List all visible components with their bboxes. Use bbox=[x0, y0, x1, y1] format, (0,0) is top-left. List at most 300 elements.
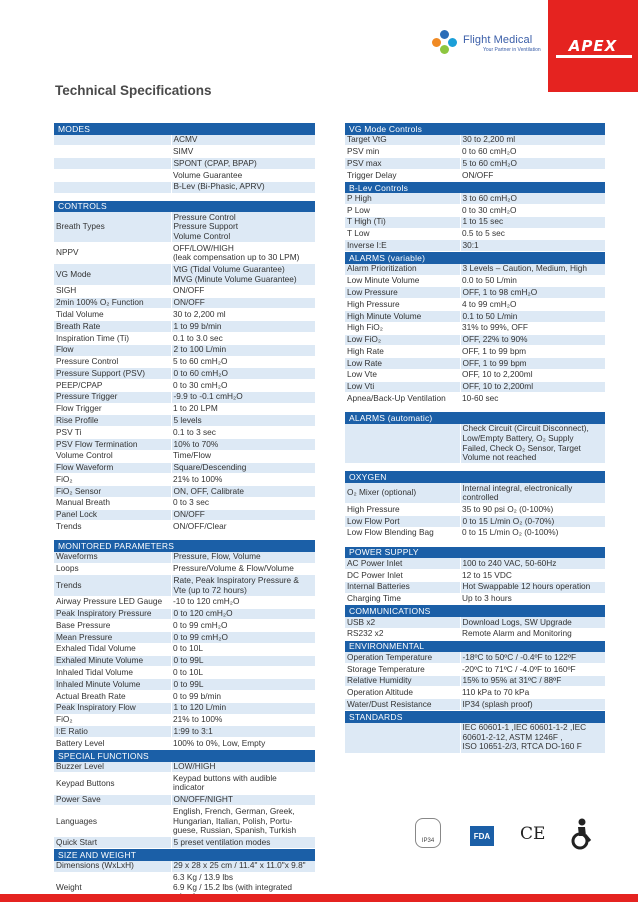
spec-label: Flow Trigger bbox=[54, 403, 171, 415]
spec-row bbox=[54, 438, 315, 450]
spec-label: FiO₂ bbox=[54, 474, 171, 486]
ce-label: CE bbox=[520, 824, 546, 844]
spec-value: 0 to 3 sec bbox=[171, 497, 315, 509]
spec-value: 1 to 15 sec bbox=[460, 216, 605, 228]
spec-label: DC Power Inlet bbox=[345, 570, 460, 582]
spec-row bbox=[54, 181, 315, 193]
spec-label: Charging Time bbox=[345, 593, 460, 605]
spec-row bbox=[345, 135, 605, 146]
spec-row bbox=[345, 663, 605, 675]
spec-value: LOW/HIGH bbox=[171, 762, 315, 773]
section-header: COMMUNICATIONS bbox=[345, 605, 605, 617]
spec-row bbox=[54, 356, 315, 368]
spec-row bbox=[54, 135, 315, 146]
spec-row bbox=[345, 205, 605, 217]
spec-row bbox=[54, 169, 315, 181]
spec-row bbox=[54, 309, 315, 321]
spec-value: 1 to 120 L/min bbox=[171, 702, 315, 714]
spec-label: 2min 100% O₂ Function bbox=[54, 297, 171, 309]
spec-value: 10-60 sec bbox=[460, 393, 605, 405]
spec-label: Internal Batteries bbox=[345, 581, 460, 593]
spec-value: OFF/LOW/HIGH (leak compensation up to 30 LPM) bbox=[171, 243, 315, 264]
spec-value: 110 kPa to 70 kPa bbox=[460, 687, 605, 699]
spec-label: Target VtG bbox=[345, 135, 460, 146]
spec-value: 0 to 99 b/min bbox=[171, 691, 315, 703]
spec-row bbox=[54, 563, 315, 575]
spec-table bbox=[54, 212, 315, 533]
spec-label: I:E Ratio bbox=[54, 726, 171, 738]
spec-label: Peak Inspiratory Pressure bbox=[54, 608, 171, 620]
spec-value: OFF, 1 to 99 bpm bbox=[460, 346, 605, 358]
spec-label: Pressure Control bbox=[54, 356, 171, 368]
spec-value: -9.9 to -0.1 cmH₂O bbox=[171, 391, 315, 403]
apex-logo-text: APEX bbox=[568, 37, 618, 55]
spec-label: P Low bbox=[345, 205, 460, 217]
footer-red-bar bbox=[0, 894, 638, 902]
spec-value: 0.5 to 5 sec bbox=[460, 228, 605, 240]
section-header: MONITORED PARAMETERS bbox=[54, 540, 315, 552]
spec-label: Weight bbox=[54, 872, 171, 903]
spec-row bbox=[54, 297, 315, 309]
spec-row bbox=[345, 228, 605, 240]
section-gap bbox=[54, 194, 315, 201]
spec-row bbox=[54, 702, 315, 714]
spec-label: Alarm Prioritization bbox=[345, 264, 460, 275]
spec-value: -18ºC to 50ºC / -0.4ºF to 122ºF bbox=[460, 652, 605, 663]
spec-label bbox=[345, 723, 460, 753]
spec-value: 4 to 99 cmH₂O bbox=[460, 299, 605, 311]
spec-row bbox=[54, 738, 315, 750]
spec-label: High Minute Volume bbox=[345, 310, 460, 322]
spec-row bbox=[54, 509, 315, 521]
brand-tagline: Your Partner in Ventilation bbox=[483, 46, 541, 53]
spec-label: Actual Breath Rate bbox=[54, 691, 171, 703]
spec-row bbox=[345, 516, 605, 528]
spec-row bbox=[54, 212, 315, 242]
spec-value: Time/Flow bbox=[171, 450, 315, 462]
spec-label: Inhaled Minute Volume bbox=[54, 679, 171, 691]
spec-label: Flow bbox=[54, 344, 171, 356]
spec-value: ON/OFF bbox=[460, 169, 605, 181]
spec-label: Operation Altitude bbox=[345, 687, 460, 699]
spec-value: 15% to 95% at 31ºC / 88ºF bbox=[460, 675, 605, 687]
section-header: B-Lev Controls bbox=[345, 182, 605, 194]
spec-value: English, French, German, Greek, Hungarian, Italian, Polish, Portu- guese, Russian, Spanish, Turkish bbox=[171, 806, 315, 837]
spec-label: PSV Ti bbox=[54, 427, 171, 439]
spec-row bbox=[54, 391, 315, 403]
spec-label: T High (Ti) bbox=[345, 216, 460, 228]
spec-row bbox=[54, 632, 315, 644]
spec-value: OFF, 22% to 90% bbox=[460, 334, 605, 346]
spec-row bbox=[345, 299, 605, 311]
spec-row bbox=[345, 193, 605, 204]
spec-label: Breath Rate bbox=[54, 321, 171, 333]
spec-label: Waveforms bbox=[54, 552, 171, 563]
spec-value: ON/OFF bbox=[171, 285, 315, 297]
spec-label: Water/Dust Resistance bbox=[345, 699, 460, 711]
spec-table bbox=[54, 135, 315, 194]
right-spec-column bbox=[345, 123, 605, 754]
spec-row bbox=[345, 617, 605, 628]
spec-row bbox=[54, 462, 315, 474]
spec-value: Pressure Control Pressure Support Volume Control bbox=[171, 212, 315, 242]
spec-label: Loops bbox=[54, 563, 171, 575]
spec-label: T Low bbox=[345, 228, 460, 240]
spec-row bbox=[54, 596, 315, 608]
spec-value: 0.1 to 50 L/min bbox=[460, 310, 605, 322]
spec-value: IP34 (splash proof) bbox=[460, 699, 605, 711]
spec-value: 0 to 10L bbox=[171, 643, 315, 655]
spec-value: OFF, 1 to 98 cmH₂O bbox=[460, 287, 605, 299]
spec-table bbox=[345, 558, 605, 605]
spec-value: 31% to 99%, OFF bbox=[460, 322, 605, 334]
spec-row bbox=[54, 620, 315, 632]
spec-value: 0 to 60 cmH₂O bbox=[460, 146, 605, 158]
spec-row bbox=[345, 334, 605, 346]
spec-value: 0 to 99 cmH₂O bbox=[171, 632, 315, 644]
spec-row bbox=[54, 243, 315, 264]
spec-label bbox=[345, 424, 460, 464]
spec-row bbox=[54, 344, 315, 356]
spec-value: 5 preset ventilation modes bbox=[171, 837, 315, 849]
spec-row bbox=[54, 380, 315, 392]
apex-logo-underline bbox=[556, 55, 632, 58]
spec-row bbox=[345, 558, 605, 569]
spec-table bbox=[345, 135, 605, 182]
spec-row bbox=[54, 861, 315, 872]
spec-label: Low Pressure bbox=[345, 287, 460, 299]
spec-label: Volume Control bbox=[54, 450, 171, 462]
spec-label: Dimensions (WxLxH) bbox=[54, 861, 171, 872]
spec-row bbox=[345, 593, 605, 605]
spec-row bbox=[54, 403, 315, 415]
spec-table bbox=[345, 723, 605, 754]
fda-certification-icon bbox=[470, 826, 494, 846]
spec-row bbox=[54, 608, 315, 620]
spec-row bbox=[345, 216, 605, 228]
spec-label: Low Flow Blending Bag bbox=[345, 527, 460, 539]
spec-row bbox=[54, 575, 315, 596]
spec-row bbox=[54, 726, 315, 738]
spec-value: ON, OFF, Calibrate bbox=[171, 486, 315, 498]
section-gap bbox=[54, 533, 315, 540]
spec-label: Low FiO₂ bbox=[345, 334, 460, 346]
spec-row bbox=[345, 628, 605, 640]
spec-row bbox=[54, 497, 315, 509]
spec-label: Inspiration Time (Ti) bbox=[54, 332, 171, 344]
spec-value: 35 to 90 psi O₂ (0-100%) bbox=[460, 504, 605, 516]
spec-label: Rise Profile bbox=[54, 415, 171, 427]
spec-value: 0 to 60 cmH₂O bbox=[171, 368, 315, 380]
spec-label: Manual Breath bbox=[54, 497, 171, 509]
spec-value: ON/OFF/Clear bbox=[171, 521, 315, 533]
spec-label: VG Mode bbox=[54, 264, 171, 285]
spec-value: 12 to 15 VDC bbox=[460, 570, 605, 582]
section-gap bbox=[345, 405, 605, 412]
spec-value: 1:99 to 3:1 bbox=[171, 726, 315, 738]
spec-value: 0.0 to 50 L/min bbox=[460, 275, 605, 287]
spec-label: Tidal Volume bbox=[54, 309, 171, 321]
spec-label: Pressure Trigger bbox=[54, 391, 171, 403]
spec-value: 5 to 60 cmH₂O bbox=[171, 356, 315, 368]
spec-label: FiO₂ Sensor bbox=[54, 486, 171, 498]
spec-row bbox=[54, 762, 315, 773]
spec-value: 0 to 99 cmH₂O bbox=[171, 620, 315, 632]
spec-row bbox=[345, 264, 605, 275]
spec-value: Up to 3 hours bbox=[460, 593, 605, 605]
spec-label: PEEP/CPAP bbox=[54, 380, 171, 392]
section-header: SIZE AND WEIGHT bbox=[54, 849, 315, 861]
spec-label: AC Power Inlet bbox=[345, 558, 460, 569]
spec-row bbox=[54, 332, 315, 344]
spec-label: Low Vti bbox=[345, 381, 460, 393]
spec-table bbox=[345, 264, 605, 405]
section-header: SPECIAL FUNCTIONS bbox=[54, 750, 315, 762]
spec-label: Mean Pressure bbox=[54, 632, 171, 644]
fda-label: FDA bbox=[473, 831, 491, 841]
ip34-certification-icon bbox=[415, 818, 441, 848]
spec-value: Volume Guarantee bbox=[171, 169, 315, 181]
apex-logo-block bbox=[548, 0, 638, 92]
spec-row bbox=[345, 483, 605, 504]
spec-row bbox=[54, 158, 315, 170]
spec-row bbox=[54, 794, 315, 806]
section-header: ALARMS (automatic) bbox=[345, 412, 605, 424]
spec-label: Exhaled Tidal Volume bbox=[54, 643, 171, 655]
spec-table bbox=[345, 424, 605, 465]
spec-value: 21% to 100% bbox=[171, 474, 315, 486]
spec-table bbox=[345, 193, 605, 252]
spec-value: Check Circuit (Circuit Disconnect), Low/Empty Battery, O₂ Supply Failed, Check O₂ Sensor, Target Volume not reached bbox=[460, 424, 605, 464]
spec-row bbox=[345, 158, 605, 170]
spec-label: Flow Waveform bbox=[54, 462, 171, 474]
spec-value: 100% to 0%, Low, Empty bbox=[171, 738, 315, 750]
spec-label: Battery Level bbox=[54, 738, 171, 750]
spec-label: Pressure Support (PSV) bbox=[54, 368, 171, 380]
spec-row bbox=[345, 275, 605, 287]
spec-table bbox=[345, 483, 605, 540]
spec-row bbox=[54, 655, 315, 667]
spec-table bbox=[54, 762, 315, 850]
spec-row bbox=[345, 699, 605, 711]
spec-value: ACMV bbox=[171, 135, 315, 146]
spec-value: OFF, 10 to 2,200ml bbox=[460, 381, 605, 393]
spec-value: IEC 60601-1 ,IEC 60601-1-2 ,IEC 60601-2-12, ASTM 1246F , ISO 10651-2/3, RTCA DO-160 F bbox=[460, 723, 605, 753]
spec-row bbox=[54, 368, 315, 380]
brand-name: Flight Medical bbox=[463, 33, 533, 46]
spec-table bbox=[54, 552, 315, 750]
spec-row bbox=[54, 773, 315, 794]
spec-label: O₂ Mixer (optional) bbox=[345, 483, 460, 504]
spec-label: Inhaled Tidal Volume bbox=[54, 667, 171, 679]
spec-label: SIGH bbox=[54, 285, 171, 297]
spec-label: Low Vte bbox=[345, 369, 460, 381]
spec-value: -10 to 120 cmH₂O bbox=[171, 596, 315, 608]
spec-value: 21% to 100% bbox=[171, 714, 315, 726]
spec-label bbox=[54, 135, 171, 146]
spec-value: 1 to 20 LPM bbox=[171, 403, 315, 415]
spec-value: OFF, 10 to 2,200ml bbox=[460, 369, 605, 381]
spec-value: 0.1 to 3.0 sec bbox=[171, 332, 315, 344]
section-header: ENVIRONMENTAL bbox=[345, 641, 605, 653]
spec-value: 0 to 30 cmH₂O bbox=[171, 380, 315, 392]
section-header: VG Mode Controls bbox=[345, 123, 605, 135]
spec-row bbox=[54, 714, 315, 726]
spec-label: Panel Lock bbox=[54, 509, 171, 521]
spec-value: 0 to 15 L/min O₂ (0-100%) bbox=[460, 527, 605, 539]
spec-value: Internal integral, electronically controlled bbox=[460, 483, 605, 504]
section-gap bbox=[345, 464, 605, 471]
spec-row bbox=[54, 552, 315, 563]
spec-value: -20ºC to 71ºC / -4.0ºF to 160ºF bbox=[460, 663, 605, 675]
spec-label: Trigger Delay bbox=[345, 169, 460, 181]
spec-value: Remote Alarm and Monitoring bbox=[460, 628, 605, 640]
spec-label: RS232 x2 bbox=[345, 628, 460, 640]
spec-row bbox=[54, 321, 315, 333]
spec-value: 3 to 60 cmH₂O bbox=[460, 193, 605, 204]
section-header: MODES bbox=[54, 123, 315, 135]
spec-row bbox=[54, 474, 315, 486]
section-header: CONTROLS bbox=[54, 201, 315, 213]
spec-value: 29 x 28 x 25 cm / 11.4" x 11.0"x 9.8" bbox=[171, 861, 315, 872]
spec-label: High FiO₂ bbox=[345, 322, 460, 334]
spec-value: SIMV bbox=[171, 146, 315, 158]
spec-row bbox=[345, 687, 605, 699]
spec-value: SPONT (CPAP, BPAP) bbox=[171, 158, 315, 170]
spec-label: High Pressure bbox=[345, 299, 460, 311]
spec-row bbox=[345, 504, 605, 516]
spec-label: Inverse I:E bbox=[345, 240, 460, 252]
spec-value: 30 to 2,200 ml bbox=[171, 309, 315, 321]
spec-label: Trends bbox=[54, 521, 171, 533]
section-header: OXYGEN bbox=[345, 471, 605, 483]
spec-value: 30:1 bbox=[460, 240, 605, 252]
spec-row bbox=[345, 287, 605, 299]
ip34-label: IP34 bbox=[421, 838, 435, 844]
spec-value: Pressure/Volume & Flow/Volume bbox=[171, 563, 315, 575]
section-gap bbox=[345, 540, 605, 547]
spec-value: 1 to 99 b/min bbox=[171, 321, 315, 333]
spec-row bbox=[345, 240, 605, 252]
wheelchair-accessibility-icon bbox=[568, 818, 594, 855]
spec-row bbox=[54, 837, 315, 849]
spec-row bbox=[54, 264, 315, 285]
spec-label: Keypad Buttons bbox=[54, 773, 171, 794]
spec-row bbox=[345, 322, 605, 334]
spec-label: Low Rate bbox=[345, 358, 460, 370]
flight-medical-logo bbox=[432, 30, 541, 56]
spec-value: B-Lev (Bi-Phasic, APRV) bbox=[171, 181, 315, 193]
ce-mark-icon bbox=[520, 824, 545, 844]
spec-row bbox=[54, 486, 315, 498]
spec-label: Airway Pressure LED Gauge bbox=[54, 596, 171, 608]
spec-value: Hot Swappable 12 hours operation bbox=[460, 581, 605, 593]
spec-row bbox=[345, 723, 605, 753]
spec-label: Base Pressure bbox=[54, 620, 171, 632]
spec-label: Operation Temperature bbox=[345, 652, 460, 663]
spec-value: 0 to 99L bbox=[171, 679, 315, 691]
spec-value: 10% to 70% bbox=[171, 438, 315, 450]
spec-row bbox=[54, 691, 315, 703]
spec-row bbox=[345, 424, 605, 464]
spec-row bbox=[54, 450, 315, 462]
spec-label: Storage Temperature bbox=[345, 663, 460, 675]
spec-label: PSV min bbox=[345, 146, 460, 158]
spec-row bbox=[345, 310, 605, 322]
spec-label: Low Flow Port bbox=[345, 516, 460, 528]
spec-row bbox=[54, 806, 315, 837]
spec-label: Low Minute Volume bbox=[345, 275, 460, 287]
spec-row bbox=[54, 667, 315, 679]
spec-row bbox=[54, 427, 315, 439]
spec-label: High Rate bbox=[345, 346, 460, 358]
spec-value: ON/OFF/NIGHT bbox=[171, 794, 315, 806]
spec-label: Buzzer Level bbox=[54, 762, 171, 773]
spec-row bbox=[54, 643, 315, 655]
spec-value: 0 to 120 cmH₂O bbox=[171, 608, 315, 620]
spec-value: 0.1 to 3 sec bbox=[171, 427, 315, 439]
spec-value: Square/Descending bbox=[171, 462, 315, 474]
spec-row bbox=[345, 346, 605, 358]
spec-value: ON/OFF bbox=[171, 509, 315, 521]
spec-label bbox=[54, 146, 171, 158]
spec-value: 30 to 2,200 ml bbox=[460, 135, 605, 146]
section-header: ALARMS (variable) bbox=[345, 252, 605, 264]
spec-value: 2 to 100 L/min bbox=[171, 344, 315, 356]
spec-value: VtG (Tidal Volume Guarantee) MVG (Minute Volume Guarantee) bbox=[171, 264, 315, 285]
spec-label: Exhaled Minute Volume bbox=[54, 655, 171, 667]
spec-label: PSV Flow Termination bbox=[54, 438, 171, 450]
spec-row bbox=[345, 527, 605, 539]
spec-label: FiO₂ bbox=[54, 714, 171, 726]
spec-label: Peak Inspiratory Flow bbox=[54, 702, 171, 714]
spec-value: 0 to 99L bbox=[171, 655, 315, 667]
spec-row bbox=[345, 652, 605, 663]
spec-value: 3 Levels – Caution, Medium, High bbox=[460, 264, 605, 275]
spec-label: High Pressure bbox=[345, 504, 460, 516]
spec-row bbox=[345, 570, 605, 582]
spec-row bbox=[54, 679, 315, 691]
spec-row bbox=[345, 169, 605, 181]
spec-row bbox=[345, 146, 605, 158]
spec-row bbox=[345, 358, 605, 370]
spec-label: Breath Types bbox=[54, 212, 171, 242]
flight-medical-emblem-icon bbox=[432, 30, 458, 56]
spec-label bbox=[54, 158, 171, 170]
spec-value: Download Logs, SW Upgrade bbox=[460, 617, 605, 628]
spec-value: Pressure, Flow, Volume bbox=[171, 552, 315, 563]
spec-row bbox=[345, 369, 605, 381]
spec-row bbox=[54, 285, 315, 297]
spec-row bbox=[345, 675, 605, 687]
spec-label: P High bbox=[345, 193, 460, 204]
spec-label: PSV max bbox=[345, 158, 460, 170]
spec-value: Keypad buttons with audible indicator bbox=[171, 773, 315, 794]
spec-value: ON/OFF bbox=[171, 297, 315, 309]
spec-value: 0 to 10L bbox=[171, 667, 315, 679]
spec-label: Apnea/Back-Up Ventilation bbox=[345, 393, 460, 405]
page-title: Technical Specifications bbox=[55, 83, 212, 98]
spec-label: Power Save bbox=[54, 794, 171, 806]
spec-value: 6.3 Kg / 13.9 lbs 6.9 Kg / 15.2 lbs (with integrated bbox=[171, 872, 315, 903]
spec-row bbox=[345, 581, 605, 593]
spec-value: 0 to 15 L/min O₂ (0-70%) bbox=[460, 516, 605, 528]
spec-label: NPPV bbox=[54, 243, 171, 264]
spec-row bbox=[345, 381, 605, 393]
spec-row bbox=[54, 146, 315, 158]
spec-value: 0 to 30 cmH₂O bbox=[460, 205, 605, 217]
spec-label: Relative Humidity bbox=[345, 675, 460, 687]
